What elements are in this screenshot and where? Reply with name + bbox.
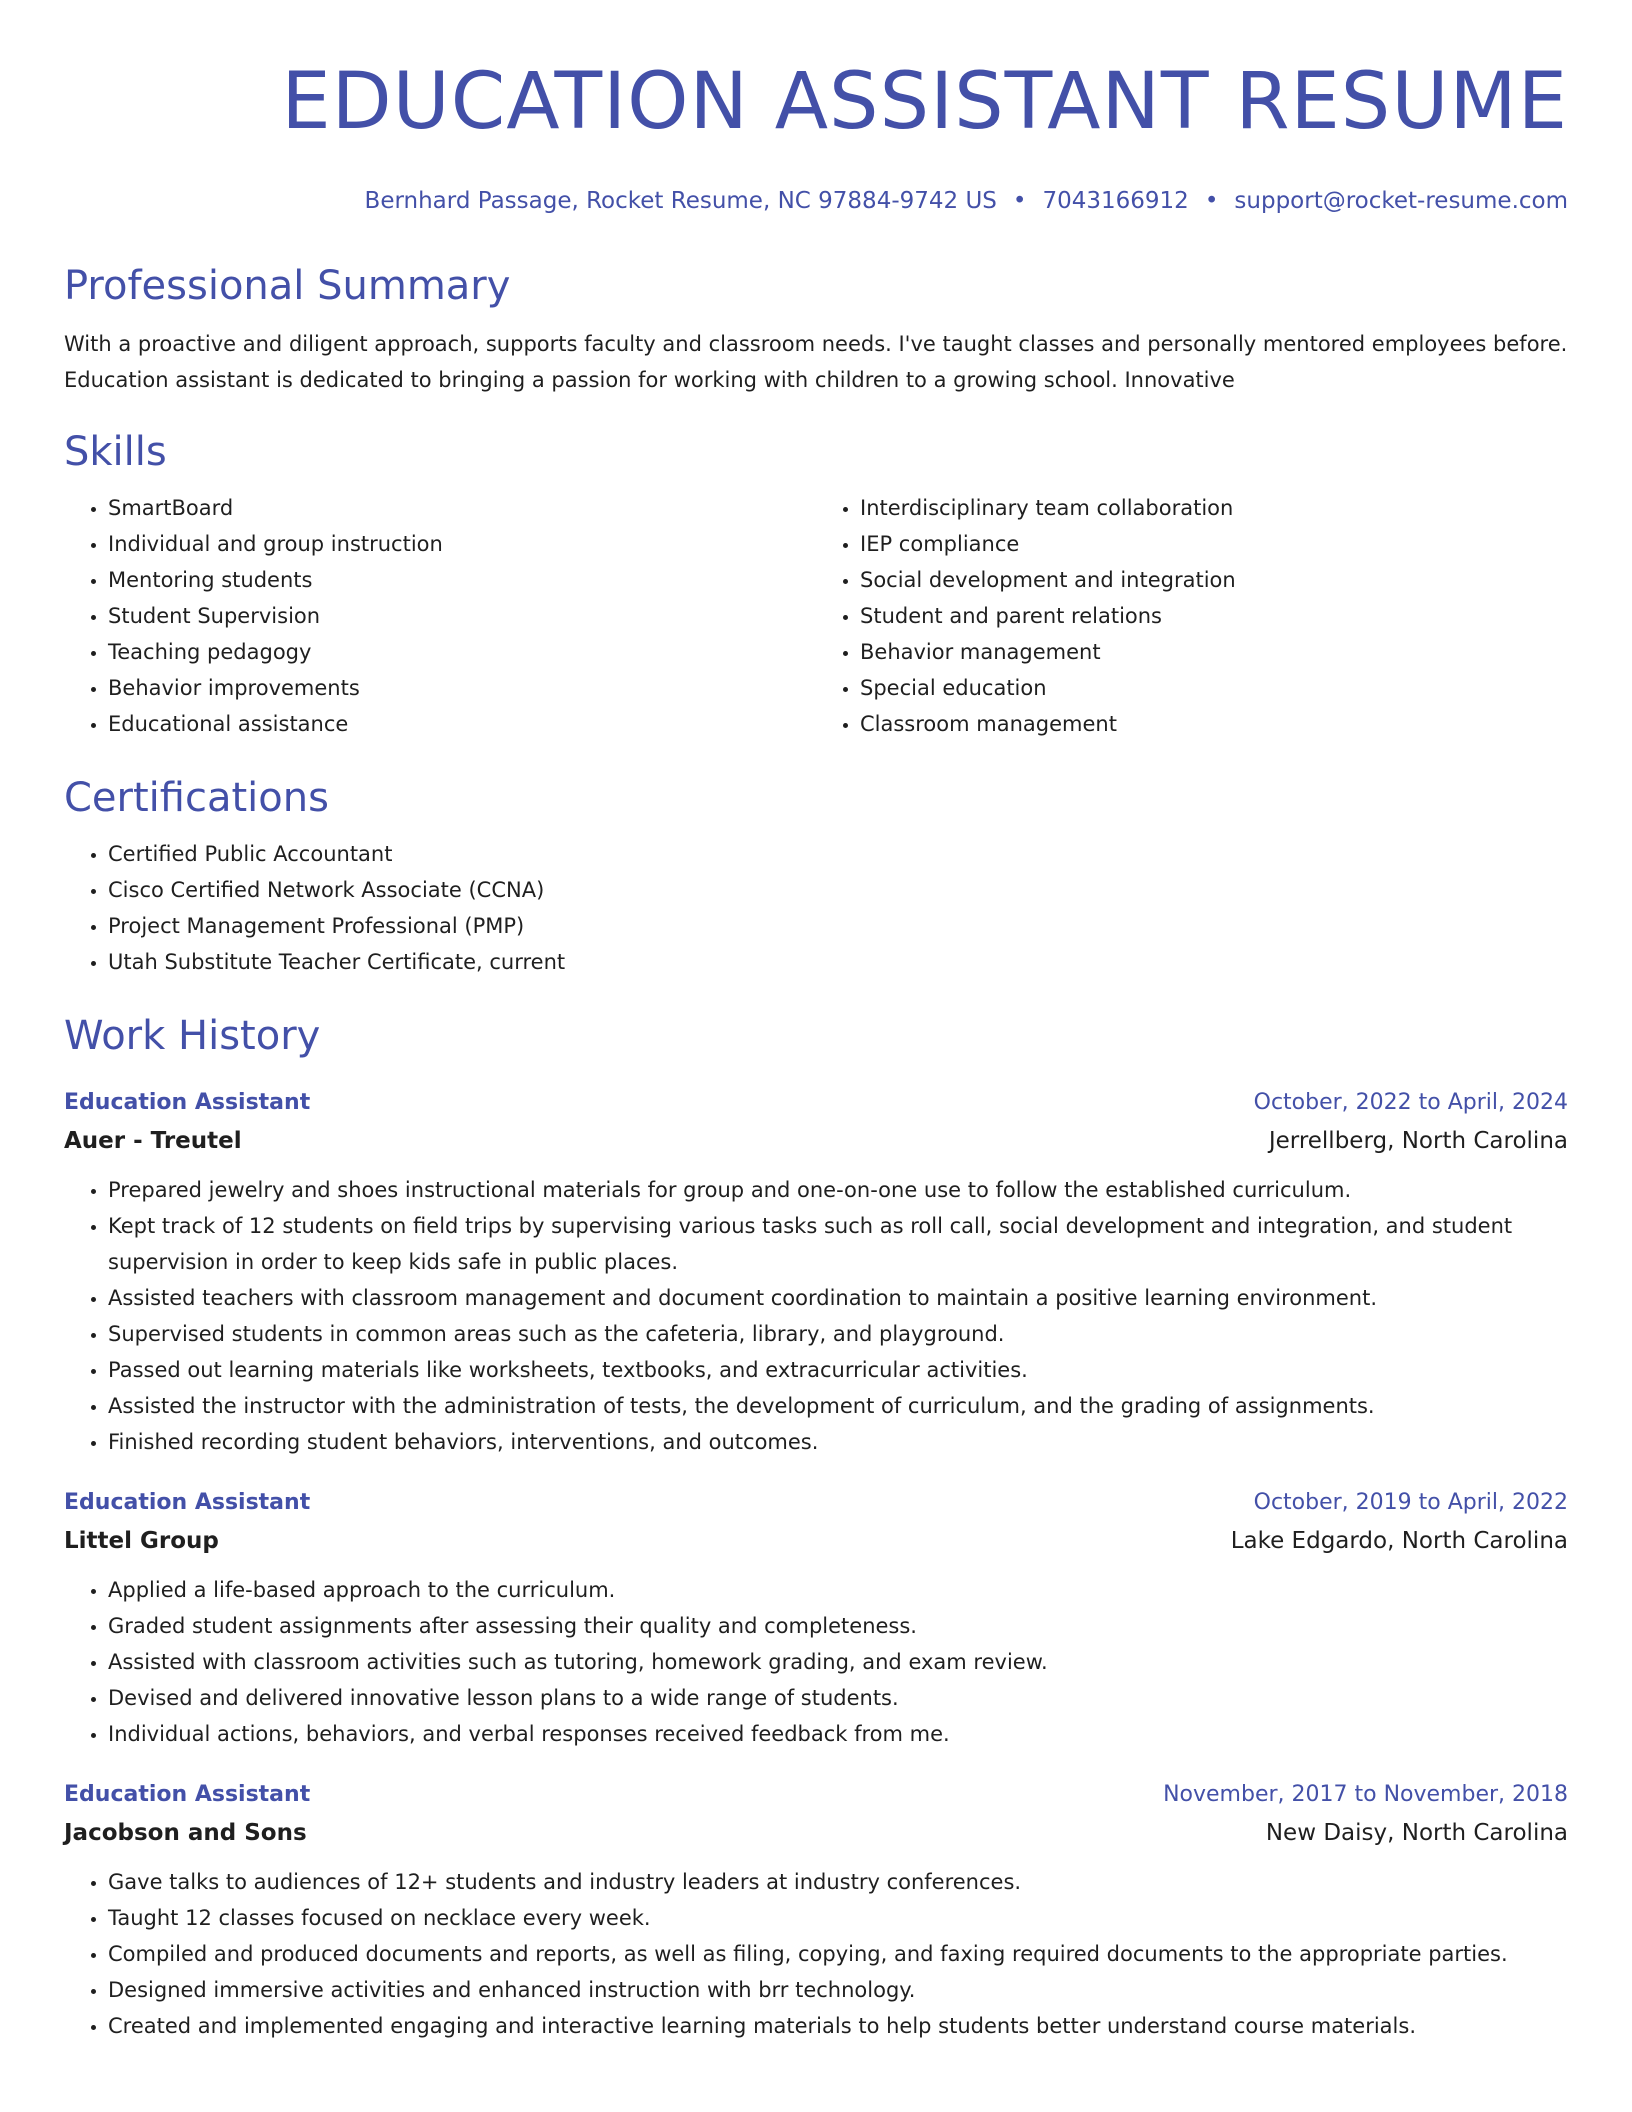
job-title: Education Assistant — [64, 1490, 311, 1515]
certifications-heading: Certifications — [64, 775, 329, 821]
job-company: Jacobson and Sons — [64, 1820, 307, 1846]
skill-item: • SmartBoard — [108, 490, 816, 526]
skills-left-list — [64, 490, 816, 742]
job-title: Education Assistant — [64, 1782, 311, 1807]
contact-separator: • — [1012, 188, 1027, 214]
job-entry — [64, 1484, 1568, 1752]
certification-item: • Project Management Professional (PMP) — [108, 908, 1568, 944]
skill-item: • Social development and integration — [860, 562, 1568, 598]
job-dates: November, 2017 to November, 2018 — [1163, 1782, 1568, 1807]
contact-address: Bernhard Passage, Rocket Resume, NC 97884-9742 US — [364, 188, 997, 214]
skill-item: • Interdisciplinary team collaboration — [860, 490, 1568, 526]
skill-item: • Individual and group instruction — [108, 526, 816, 562]
contact-line — [64, 186, 1568, 216]
job-bullet: • Devised and delivered innovative lesson plans to a wide range of students. — [108, 1680, 1568, 1716]
job-company: Littel Group — [64, 1528, 219, 1554]
job-location: New Daisy, North Carolina — [1265, 1820, 1568, 1846]
skills-right-list — [816, 490, 1568, 742]
job-bullet: • Taught 12 classes focused on necklace every week. — [108, 1900, 1568, 1936]
job-bullet: • Prepared jewelry and shoes instructional materials for group and one-on-one use to follow the established curriculum. — [108, 1172, 1568, 1208]
skill-item: • Special education — [860, 670, 1568, 706]
job-title: Education Assistant — [64, 1090, 311, 1115]
certification-item: • Certified Public Accountant — [108, 836, 1568, 872]
skill-item: • Teaching pedagogy — [108, 634, 816, 670]
skill-item: • Classroom management — [860, 706, 1568, 742]
contact-phone: 7043166912 — [1042, 188, 1189, 214]
job-bullets — [64, 1572, 1568, 1752]
summary-text: With a proactive and diligent approach, supports faculty and classroom needs. I've taught classes and personally mentored employees before. Education assistant is dedicated to bringing a passion for working with children to a growing school. Innovative — [64, 332, 1568, 392]
job-bullet: • Finished recording student behaviors, interventions, and outcomes. — [108, 1424, 1568, 1460]
job-location: Jerrellberg, North Carolina — [1268, 1128, 1568, 1154]
contact-email: support@rocket-resume.com — [1234, 188, 1568, 214]
certifications-list — [64, 836, 1568, 980]
job-bullet: • Passed out learning materials like worksheets, textbooks, and extracurricular activities. — [108, 1352, 1568, 1388]
job-bullet: • Compiled and produced documents and reports, as well as filing, copying, and faxing required documents to the appropriate parties. — [108, 1936, 1568, 1972]
skill-item: • Mentoring students — [108, 562, 816, 598]
job-bullet: • Assisted teachers with classroom management and document coordination to maintain a positive learning environment. — [108, 1280, 1568, 1316]
job-bullet: • Designed immersive activities and enhanced instruction with brr technology. — [108, 1972, 1568, 2008]
job-dates: October, 2019 to April, 2022 — [1253, 1490, 1568, 1515]
job-bullet: • Kept track of 12 students on field trips by supervising various tasks such as roll call, social development and integration, and student supervision in order to keep kids safe in public places. — [108, 1208, 1568, 1280]
contact-separator: • — [1204, 188, 1219, 214]
certification-item: • Utah Substitute Teacher Certificate, current — [108, 944, 1568, 980]
skill-item: • Educational assistance — [108, 706, 816, 742]
job-bullet: • Assisted with classroom activities such as tutoring, homework grading, and exam review. — [108, 1644, 1568, 1680]
job-company: Auer - Treutel — [64, 1128, 242, 1154]
job-entry — [64, 1084, 1568, 1460]
skill-item: • Student Supervision — [108, 598, 816, 634]
job-bullets — [64, 1864, 1568, 2044]
job-entry — [64, 1776, 1568, 2044]
job-bullets — [64, 1172, 1568, 1460]
skills-heading: Skills — [64, 429, 167, 475]
job-bullet: • Assisted the instructor with the administration of tests, the development of curriculum, and the grading of assignments. — [108, 1388, 1568, 1424]
skills-columns — [64, 490, 1568, 742]
job-bullet: • Graded student assignments after assessing their quality and completeness. — [108, 1608, 1568, 1644]
skill-item: • Behavior management — [860, 634, 1568, 670]
skill-item: • IEP compliance — [860, 526, 1568, 562]
job-bullet: • Applied a life-based approach to the curriculum. — [108, 1572, 1568, 1608]
summary-heading: Professional Summary — [64, 263, 511, 309]
job-bullet: • Supervised students in common areas such as the cafeteria, library, and playground. — [108, 1316, 1568, 1352]
skill-item: • Student and parent relations — [860, 598, 1568, 634]
work-history-heading: Work History — [64, 1013, 321, 1059]
skill-item: • Behavior improvements — [108, 670, 816, 706]
job-bullet: • Gave talks to audiences of 12+ students and industry leaders at industry conferences. — [108, 1864, 1568, 1900]
certification-item: • Cisco Certified Network Associate (CCNA) — [108, 872, 1568, 908]
job-dates: October, 2022 to April, 2024 — [1253, 1090, 1568, 1115]
job-location: Lake Edgardo, North Carolina — [1230, 1528, 1568, 1554]
job-bullet: • Created and implemented engaging and interactive learning materials to help students better understand course materials. — [108, 2008, 1568, 2044]
resume-title: EDUCATION ASSISTANT RESUME — [281, 57, 1568, 147]
job-bullet: • Individual actions, behaviors, and verbal responses received feedback from me. — [108, 1716, 1568, 1752]
